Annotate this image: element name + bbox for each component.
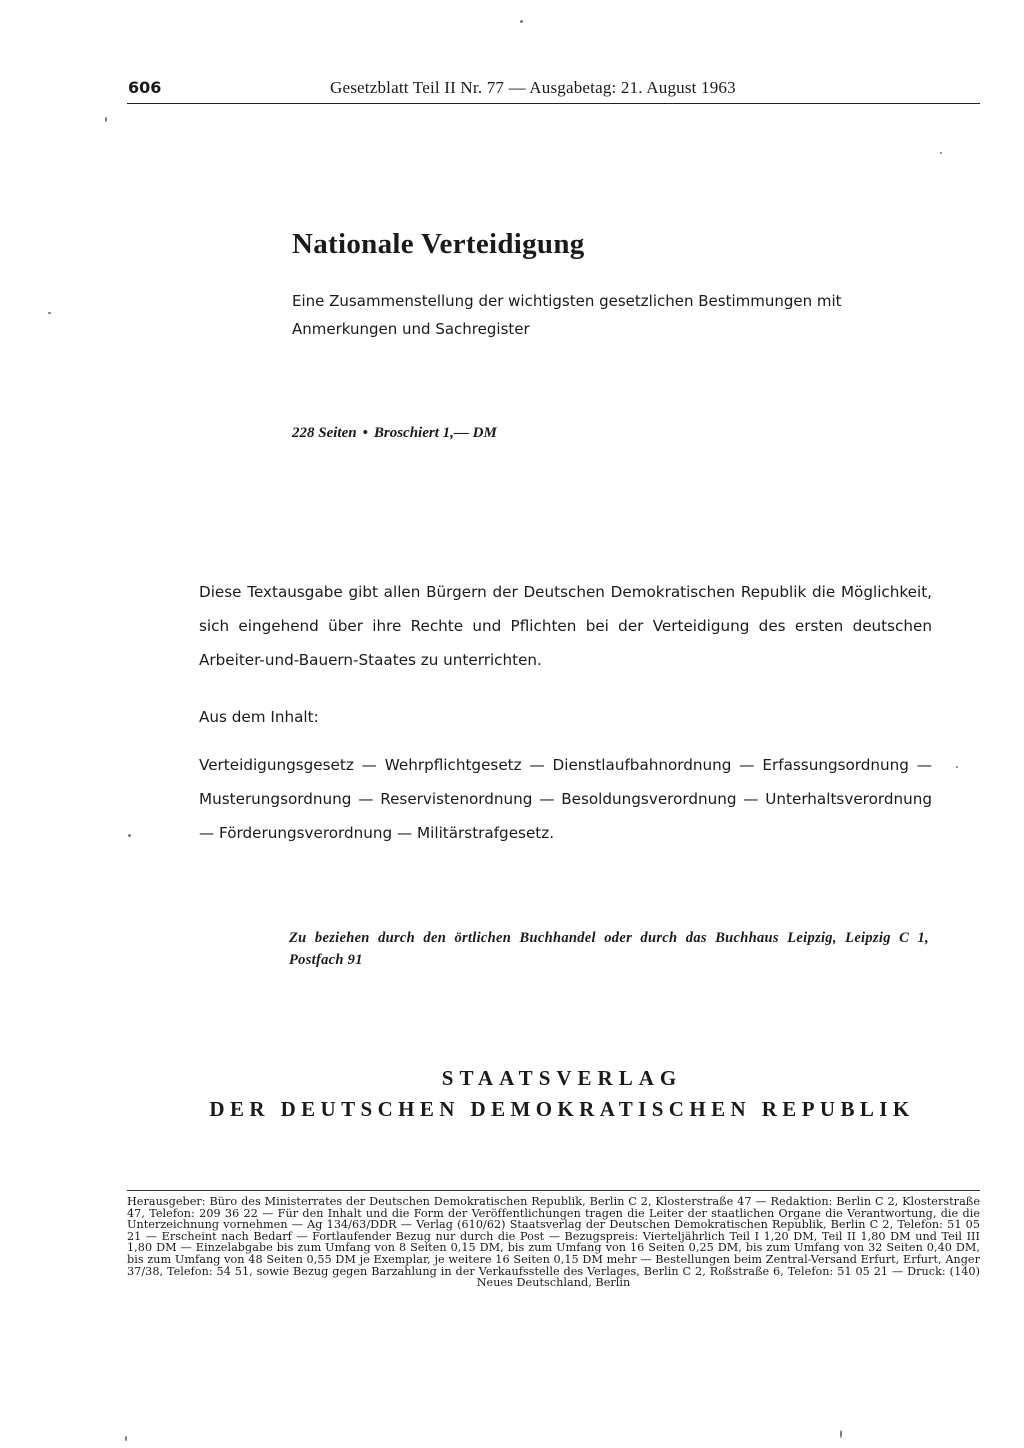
- price: Broschiert 1,— DM: [373, 425, 497, 441]
- scan-speck: [520, 20, 523, 23]
- footer-rule: [127, 1190, 980, 1191]
- scan-speck: [840, 1430, 842, 1438]
- scan-speck: [128, 834, 131, 837]
- page-number: 606: [128, 78, 162, 97]
- contents-list: Verteidigungsgesetz — Wehrpflichtgesetz — Dienstlaufbahnordnung — Erfassungsordnung — Musterungsordnung — Reservistenordnung — Besoldungsverordnung — Unterhaltsverordnung — Förderungsverordnung — Militärstrafgesetz.: [199, 756, 932, 842]
- bullet-separator: •: [362, 425, 368, 441]
- scan-speck: [956, 766, 958, 768]
- running-header: Gesetzblatt Teil II Nr. 77 — Ausgabetag: 21. August 1963: [330, 78, 736, 97]
- scan-speck: [105, 117, 107, 122]
- scan-speck: [48, 312, 51, 314]
- publisher-name: STAATSVERLAG: [441, 1066, 683, 1090]
- contents-heading: Aus dem Inhalt:: [199, 708, 319, 726]
- scan-speck: [125, 1436, 127, 1441]
- publisher-country: DER DEUTSCHEN DEMOKRATISCHEN REPUBLIK: [209, 1097, 915, 1121]
- header-rule: [127, 103, 980, 104]
- imprint-text: Herausgeber: Büro des Ministerrates der Deutschen Demokratischen Republik, Berlin C 2, Klosterstraße 47 — Redaktion: Berlin C 2, Klosterstraße 47, Telefon: 209 36 22 — Für den Inhalt und die Form der Veröffentlichungen tragen die Leiter der staatlichen Organe die Verantwortung, die die Unterzeichnung vornehmen — Ag 134/63/DDR — Verlag (610/62) Staatsverlag der Deutschen Demokratischen Republik, Berlin C 2, Telefon: 51 05 21 — Erscheint nach Bedarf — Fortlaufender Bezug nur durch die Post — Bezugspreis: Vierteljährlich Teil I 1,20 DM, Teil II 1,80 DM und Teil III 1,80 DM — Einzelabgabe bis zum Umfang von 8 Seiten 0,15 DM, bis zum Umfang von 16 Seiten 0,25 DM, bis zum Umfang von 32 Seiten 0,40 DM, bis zum Umfang von 48 Seiten 0,55 DM je Exemplar, je weitere 16 Seiten 0,15 DM mehr — Bestellungen beim Zentral-Versand Erfurt, Erfurt, Anger 37/38, Telefon: 54 51, sowie Bezug gegen Barzahlung in der Verkaufsstelle des Verlages, Berlin C 2, Roßstraße 6, Telefon: 51 05 21 — Druck: (140) Neues Deutschland, Berlin: [127, 1195, 980, 1290]
- book-subtitle: Eine Zusammenstellung der wichtigsten gesetzlichen Bestimmungen mit Anmerkungen und Sachregister: [292, 292, 842, 338]
- book-info: [292, 425, 497, 442]
- scan-speck: [940, 152, 942, 154]
- description-paragraph: Diese Textausgabe gibt allen Bürgern der Deutschen Demokratischen Republik die Möglichkeit, sich eingehend über ihre Rechte und Pflichten bei der Verteidigung des ersten deutschen Arbeiter-und-Bauern-Staates zu unterrichten.: [199, 583, 932, 669]
- page-count: 228 Seiten: [292, 425, 357, 441]
- order-info: Zu beziehen durch den örtlichen Buchhandel oder durch das Buchhaus Leipzig, Leipzig C 1, Postfach 91: [289, 930, 929, 968]
- book-title: Nationale Verteidigung: [292, 228, 585, 260]
